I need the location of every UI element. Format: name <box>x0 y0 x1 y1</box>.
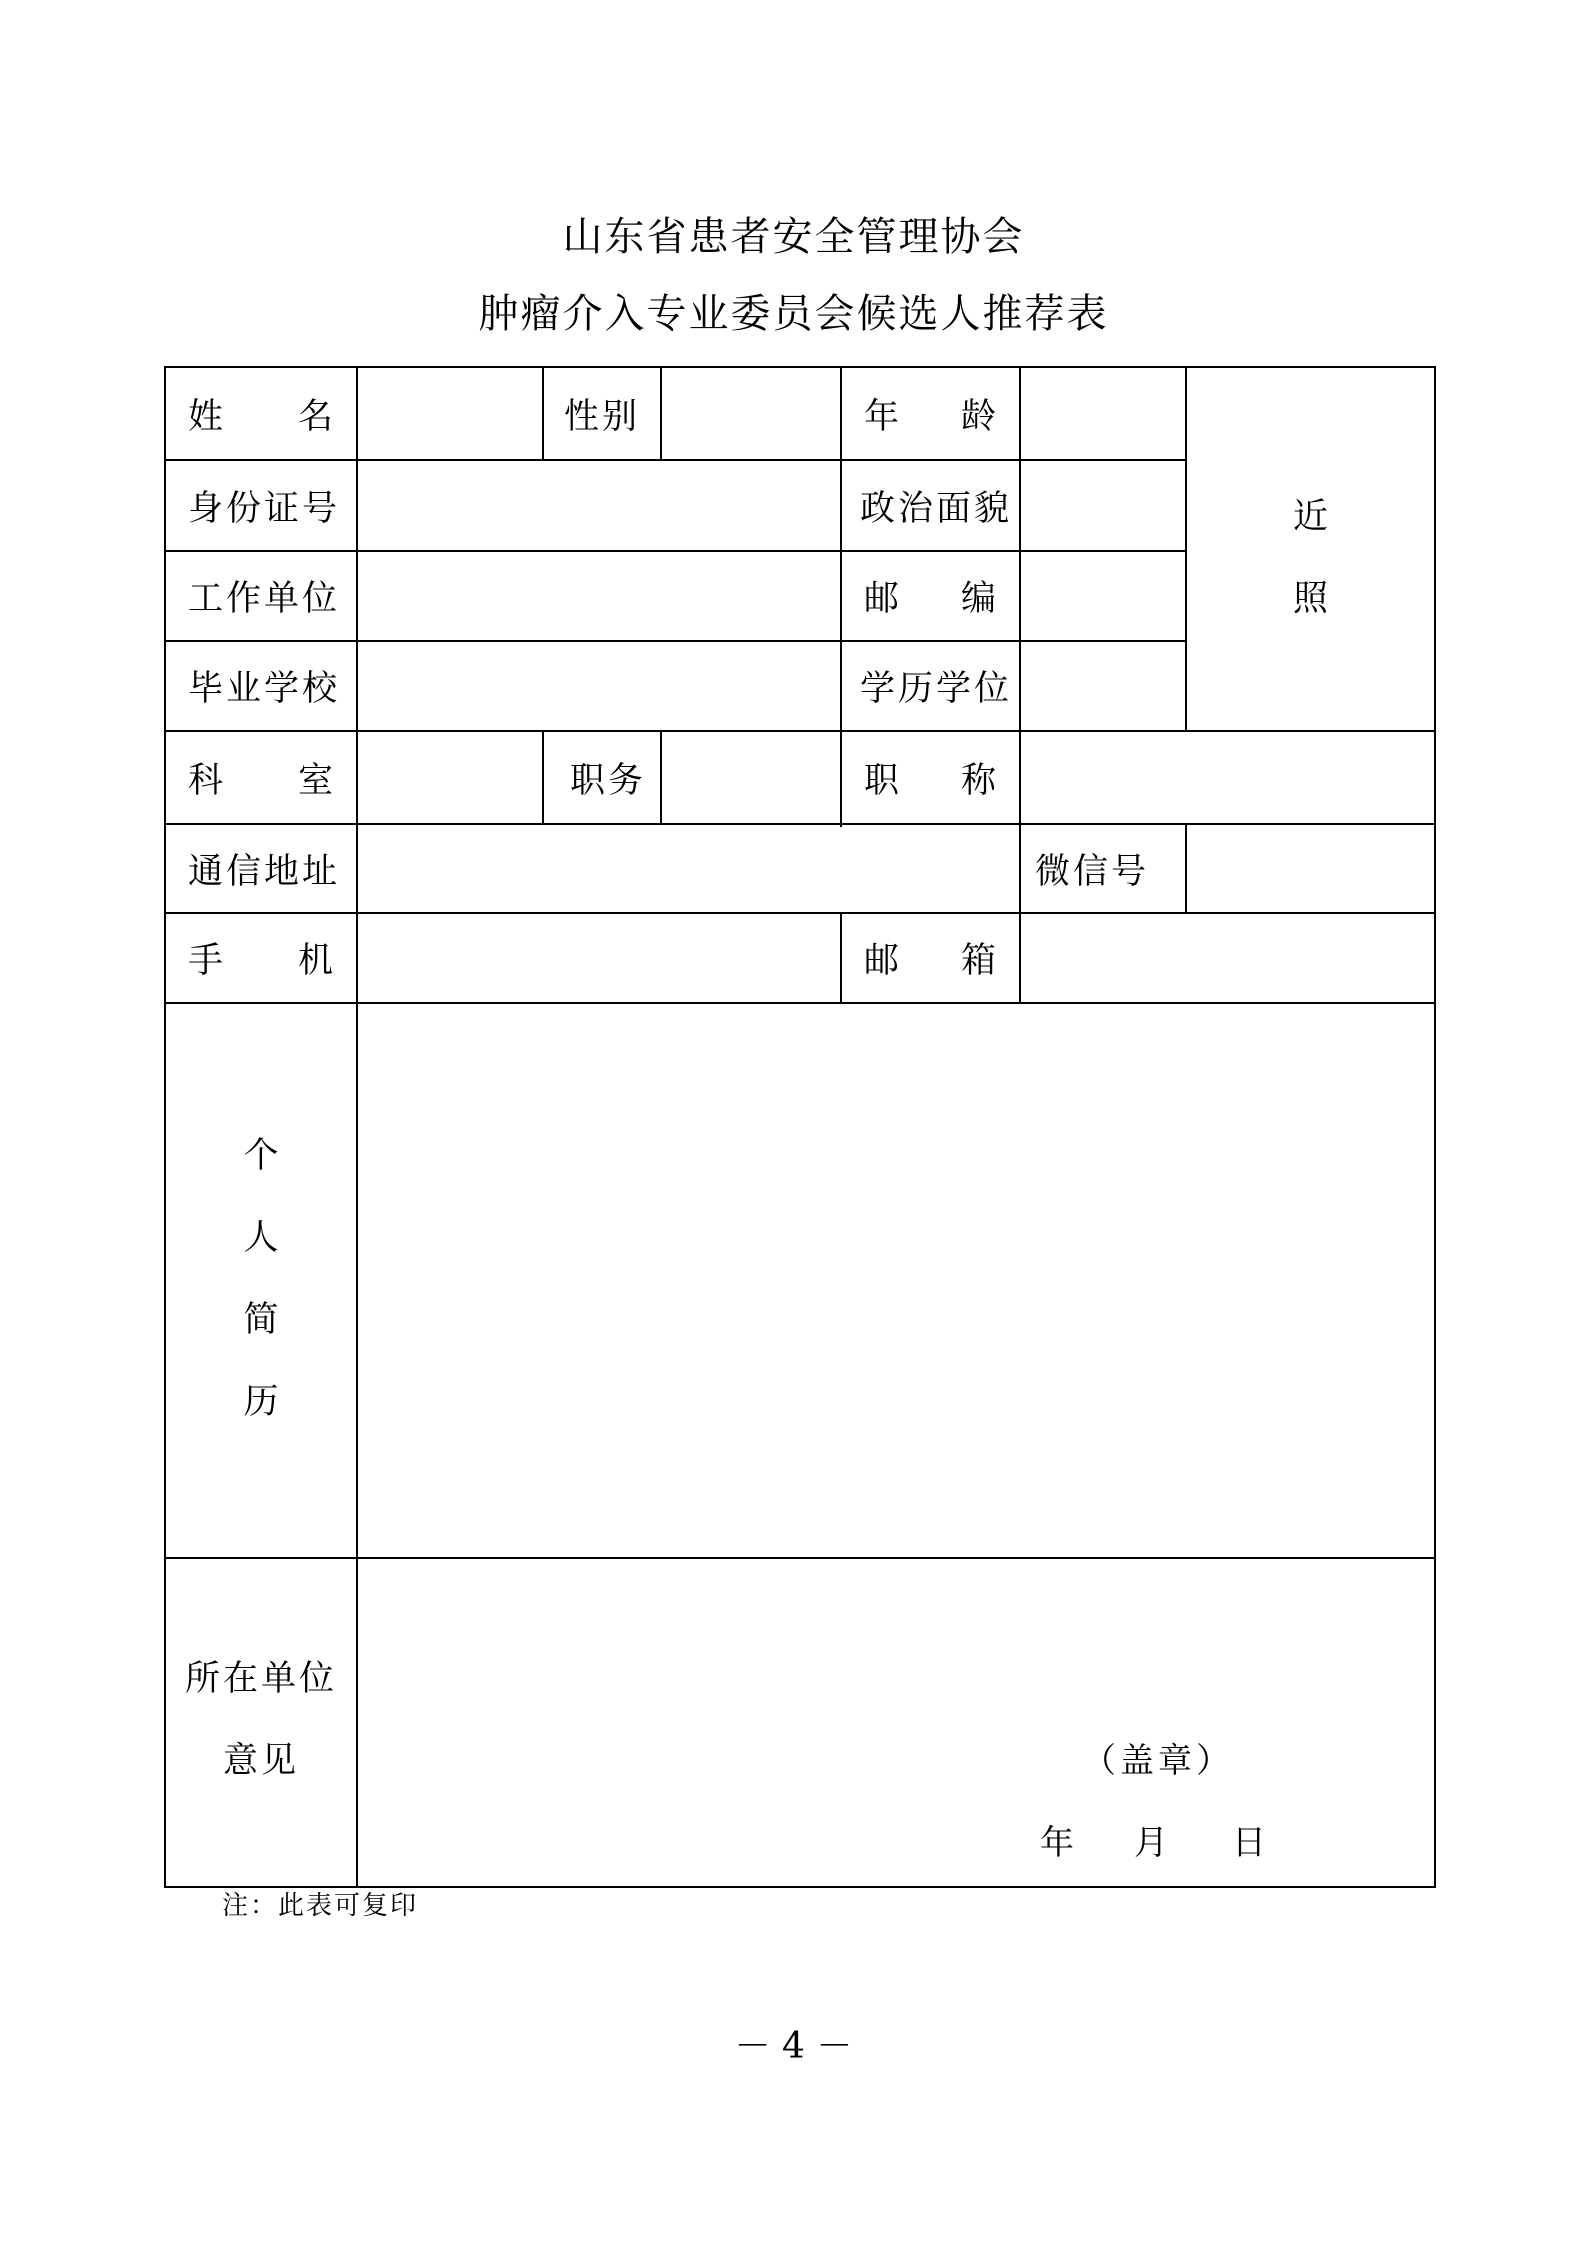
opinion-label: 所在单位 意见 <box>184 1659 337 1781</box>
wechat-label: 微信号 <box>1035 851 1150 892</box>
postcode-label: 邮 编 <box>864 579 999 619</box>
date-day: 日 <box>1232 1823 1266 1863</box>
resume-field[interactable] <box>358 1004 1434 1557</box>
degree-field[interactable] <box>1021 642 1185 730</box>
postcode-field[interactable] <box>1021 552 1185 640</box>
document-title-line2: 肿瘤介入专业委员会候选人推荐表 <box>478 291 1109 337</box>
id-number-field[interactable] <box>358 461 840 550</box>
department-label: 科 室 <box>188 760 336 801</box>
seal-text: （盖章） <box>1082 1741 1234 1781</box>
workplace-label: 工作单位 <box>188 579 341 619</box>
school-label: 毕业学校 <box>188 669 341 709</box>
degree-label: 学历学位 <box>860 669 1013 709</box>
department-field[interactable] <box>358 732 542 823</box>
school-field[interactable] <box>358 642 840 730</box>
name-label: 姓 名 <box>188 396 336 437</box>
wechat-field[interactable] <box>1187 825 1434 912</box>
mobile-label: 手 机 <box>188 941 336 981</box>
footnote: 注：此表可复印 <box>222 1891 419 1921</box>
professional-title-field[interactable] <box>1021 732 1434 823</box>
name-field[interactable] <box>358 368 542 459</box>
address-field[interactable] <box>358 825 1019 912</box>
position-field[interactable] <box>662 732 840 823</box>
email-label: 邮 箱 <box>864 941 999 981</box>
date-month: 月 <box>1134 1823 1168 1863</box>
photo-area[interactable]: 近 照 <box>1292 497 1328 619</box>
page-number: － 4 － <box>734 2026 853 2067</box>
email-field[interactable] <box>1021 914 1434 1002</box>
resume-label: 个 人 简 历 <box>243 1136 279 1422</box>
id-number-label: 身份证号 <box>188 488 341 529</box>
document-title-line1: 山东省患者安全管理协会 <box>562 214 1025 260</box>
position-label: 职务 <box>570 760 647 801</box>
gender-field[interactable] <box>662 368 840 459</box>
date-year: 年 <box>1040 1823 1074 1863</box>
political-status-label: 政治面貌 <box>860 488 1013 529</box>
mobile-field[interactable] <box>358 914 840 1002</box>
political-status-field[interactable] <box>1021 461 1185 550</box>
gender-label: 性别 <box>564 396 641 437</box>
workplace-field[interactable] <box>358 552 840 640</box>
age-field[interactable] <box>1021 368 1185 459</box>
address-label: 通信地址 <box>188 851 341 892</box>
age-label: 年 龄 <box>864 396 999 437</box>
professional-title-label: 职 称 <box>864 760 999 801</box>
opinion-field[interactable] <box>358 1559 1434 1886</box>
